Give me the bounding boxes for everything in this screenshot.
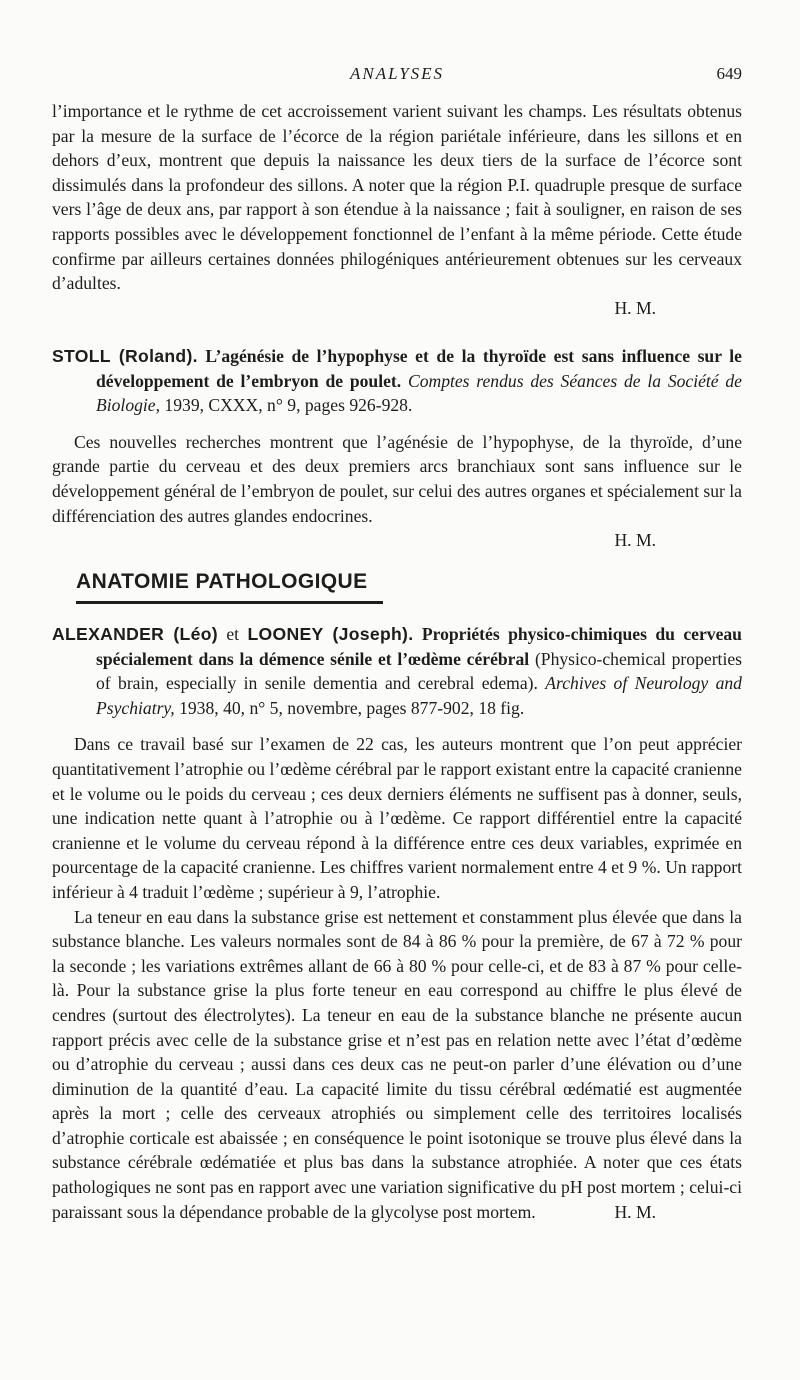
intro-signature: H. M. bbox=[614, 297, 656, 318]
stoll-citation bbox=[52, 344, 742, 418]
section-heading: ANATOMIE PATHOLOGIQUE bbox=[76, 570, 383, 604]
stoll-journal: Comptes rendus des Séances de la Société de Biologie, bbox=[96, 370, 742, 416]
page-number: 649 bbox=[716, 64, 742, 83]
alexander-paragraph-2: La teneur en eau dans la substance grise est nettement et constamment plus élevée que dans la substance blanche. Les valeurs normales sont de 84 à 86 % pour la première, de 67 à 72 % pour la seconde ; les variations extrêmes allant de 66 à 80 % pour celle-ci, et de 83 à 87 % pour celle-là. Pour la substance grise la plus forte teneur en eau correspond au chiffre le plus élevé de cendres (surtout des électrolytes). La teneur en eau de la substance blanche ne présente aucun rapport précis avec celle de la substance grise et n’est pas en relation nette avec l’état d’œdème ou d’atrophie du cerveau ; aussi dans ces deux cas ne peut-on parler d’une élévation ou d’une diminution de la quantité d’eau. La capacité limite du tissu cérébral œdématié est augmentée après la mort ; celle des cerveaux atrophiés ou simplement celle des territoires localisés d’atrophie corticale est abaissée ; en conséquence le point isotonique se trouve plus élevé dans la substance cérébrale œdématiée et plus bas dans la substance atrophiée. A noter que ces états pathologiques ne sont pas en rapport avec une variation significative du pH post mortem ; celui-ci paraissant sous la dépendance probable de la glycolyse post mortem. bbox=[52, 906, 742, 1222]
intro-paragraph: l’importance et le rythme de cet accroissement varient suivant les champs. Les résultats obtenus par la mesure de la surface de l’écorce de la région pariétale inférieure, dans les sillons et en dehors d’eux, montrent que depuis la naissance les deux tiers de la surface de l’écorce sont dissimulés dans la profondeur des sillons. A noter que la région P.I. quadruple presque de surface vers l’âge de deux ans, par rapport à son étendue à la naissance ; fait à souligner, en raison de ses rapports possibles avec le développement fonctionnel de l’enfant à la même période. Cette étude confirme par ailleurs certaines données philogéniques antérieurement obtenues sur les cerveaux d’adultes. bbox=[52, 101, 742, 294]
alexander-paragraph-1: Dans ce travail basé sur l’examen de 22 cas, les auteurs montrent que l’on peut apprécier quantitativement l’atrophie ou l’œdème cérébral par le rapport existant entre la capacité cranienne et le volume ou le poids du cerveau ; ces deux derniers éléments ne suffisent pas à donner, seuls, une indication nette quant à l’atrophie ou à l’œdème. Ce rapport différentiel entre la capacité cranienne et le volume du cerveau répond à la différence entre ces deux variables, exprimée en pourcentage de la capacité cranienne. Les chiffres varient normalement entre 4 et 9 %. Un rapport inférieur à 4 traduit l’œdème ; supérieur à 9, l’atrophie. bbox=[52, 734, 742, 902]
running-head bbox=[52, 62, 742, 86]
stoll-author: STOLL (Roland). bbox=[52, 346, 198, 366]
alexander-title: Propriétés physico-chimiques du cerveau spécialement dans la démence sénile et l’œdème cérébral bbox=[96, 624, 742, 669]
alexander-citation bbox=[52, 622, 742, 720]
stoll-paragraph: Ces nouvelles recherches montrent que l’agénésie de l’hypophyse, de la thyroïde, d’une grande partie du cerveau et des deux premiers arcs branchiaux sont sans influence sur le développement général de l’embryon de poulet, sur celui des autres organes et spécialement sur la différenciation des autres glandes endocrines. bbox=[52, 431, 742, 526]
running-head-title: ANALYSES bbox=[349, 64, 445, 83]
alexander-english-title: (Physico-chemical properties of brain, especially in senile dementia and cerebral edema). bbox=[96, 648, 742, 694]
alexander-reference: 1938, 40, n° 5, novembre, pages 877-902, 18 fig. bbox=[179, 697, 525, 718]
alexander-entry bbox=[52, 622, 742, 1224]
alexander-journal: Archives of Neurology and Psychiatry, bbox=[96, 673, 742, 718]
alexander-author-2: LOONEY (Joseph). bbox=[247, 624, 414, 644]
intro-entry bbox=[52, 99, 742, 320]
alexander-connector: et bbox=[226, 624, 240, 644]
stoll-reference: 1939, CXXX, n° 9, pages 926-928. bbox=[164, 395, 413, 416]
stoll-title: L’agénésie de l’hypophyse et de la thyroïde est sans influence sur le développement de l’embryon de poulet. bbox=[96, 346, 742, 391]
alexander-signature: H. M. bbox=[614, 1201, 656, 1222]
stoll-entry bbox=[52, 344, 742, 553]
stoll-signature: H. M. bbox=[614, 530, 656, 551]
alexander-author-1: ALEXANDER (Léo) bbox=[52, 624, 218, 644]
